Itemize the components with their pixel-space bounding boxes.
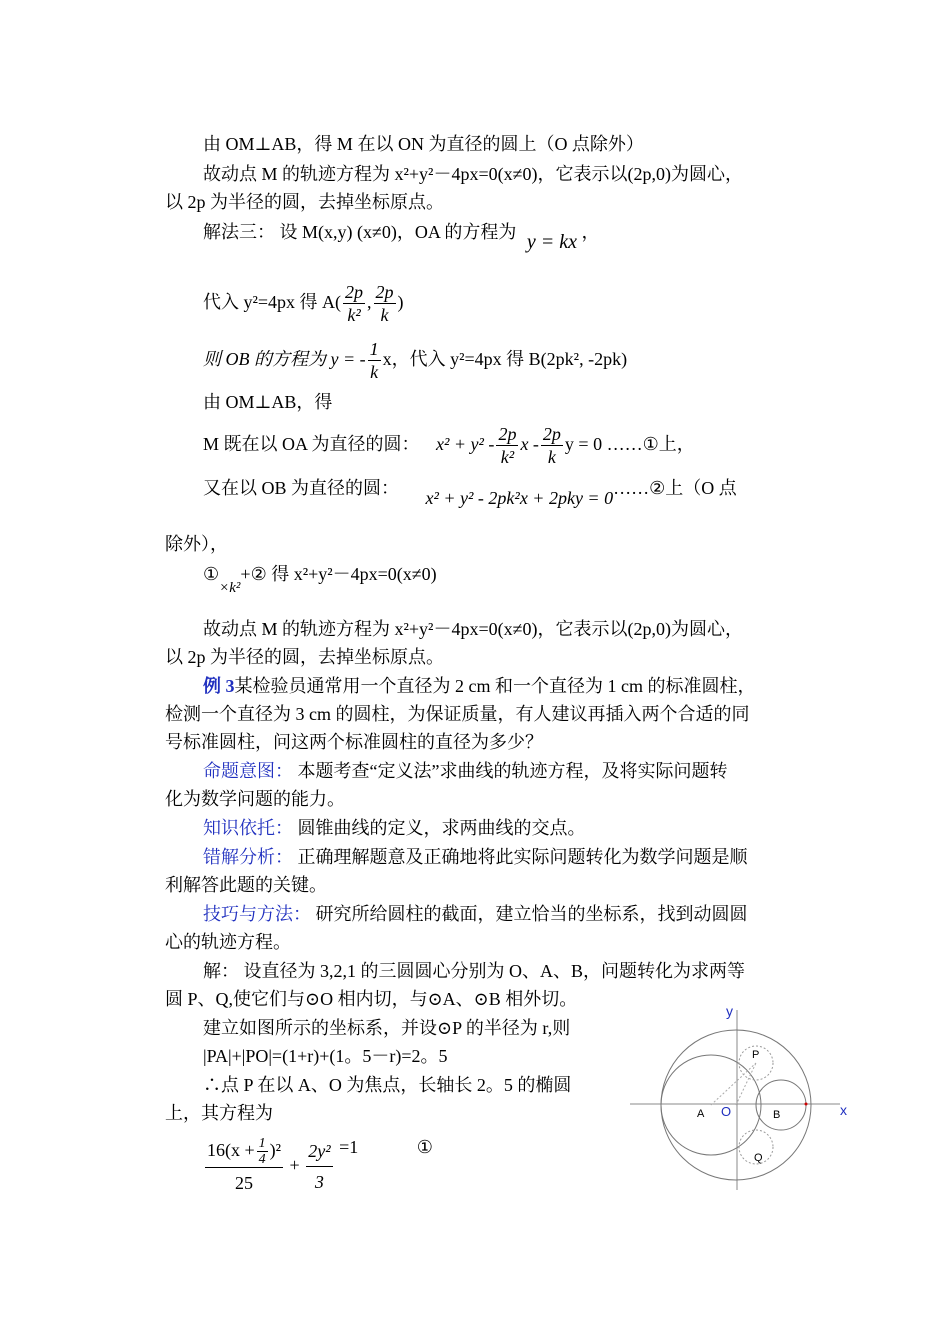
point-o-label: O	[721, 1104, 732, 1119]
solution-line-c: 建立如图所示的坐标系，并设⊙P 的半径为 r,则	[203, 1018, 571, 1038]
ellipse-fraction-1	[205, 1135, 283, 1198]
ellipse-rhs: =1	[339, 1136, 359, 1157]
line-locus-2a: 故动点 M 的轨迹方程为 x²+y²－4px=0(x≠0)，它表示以(2p,0)为圆心，	[203, 619, 743, 639]
ellipse-denominator-1: 25	[235, 1173, 254, 1194]
intent-line-b: 化为数学问题的能力。	[165, 789, 345, 809]
basis-text: 圆锥曲线的定义，求两曲线的交点。	[297, 818, 586, 838]
example-3-line-c: 号标准圆柱，问这两个标准圆柱的直径为多少？	[165, 732, 543, 752]
basis-label: 知识依托：	[203, 818, 293, 838]
circle-ob-text: 又在以 OB 为直径的圆：	[203, 478, 400, 498]
method-three-text: 设 M(x,y) (x≠0)，OA 的方程为	[279, 222, 517, 242]
solution-line-e: ∴点 P 在以 A、O 为焦点，长轴长 2。5 的椭圆	[203, 1075, 572, 1095]
point-p-label: P	[752, 1049, 760, 1061]
fraction-numerator: 2y²	[306, 1136, 332, 1167]
point-a-close: )	[397, 292, 404, 312]
example-3-label: 例 3	[203, 676, 235, 696]
circle-oa-fraction-1	[496, 423, 518, 468]
circle-b	[756, 1080, 806, 1130]
point-a-label: A	[697, 1108, 705, 1120]
oa-equation: y = kx	[526, 231, 578, 253]
circle-ob-tail: ……②上（O 点	[613, 478, 737, 498]
error-text-a: 正确理解题意及正确地将此实际问题转化为数学问题是顺	[297, 847, 748, 867]
line-method-three	[203, 220, 600, 253]
segment-pa	[711, 1063, 756, 1105]
error-line-a	[203, 845, 748, 869]
ob-slope-fraction	[368, 338, 381, 383]
ellipse-plus: +	[289, 1154, 300, 1175]
solution-line-f: 上，其方程为	[165, 1103, 273, 1123]
skill-label: 技巧与方法：	[203, 904, 311, 924]
point-a-x-fraction	[343, 281, 365, 326]
method-three-tail: ，	[581, 222, 600, 242]
ellipse-numerator-1	[205, 1135, 283, 1168]
example-3-line-a	[203, 674, 755, 698]
error-label: 错解分析：	[203, 847, 293, 867]
point-a-y-fraction	[374, 281, 396, 326]
circle-oa-fraction-2	[541, 423, 563, 468]
error-line-b: 利解答此题的关键。	[165, 875, 327, 895]
fraction-denominator: 3	[314, 1172, 324, 1193]
circle-oa-eq-a: x² + y² -	[436, 434, 495, 454]
fraction-denominator: k	[547, 447, 556, 468]
fraction-numerator: 2p	[345, 282, 364, 303]
ellipse-equation	[203, 1135, 433, 1198]
fraction-denominator: k²	[347, 305, 361, 326]
solution-line-d: |PA|+|PO|=(1+r)+(1。5－r)=2。5	[203, 1046, 448, 1066]
ob-equation-mid: x，代入 y²=4px 得 B(2pk², -2pk)	[382, 349, 628, 369]
fraction-numerator: 2p	[375, 282, 394, 303]
line-locus-1b: 以 2p 为半径的圆，去掉坐标原点。	[165, 192, 444, 212]
line-combine	[203, 562, 437, 596]
axis-point	[805, 1103, 808, 1106]
ellipse-mark: ①	[416, 1136, 433, 1157]
combine-multiplier: ×k²	[219, 580, 241, 596]
solution-line-a: 解： 设直径为 3,2,1 的三圆圆心分别为 O、A、B，问题转化为求两等	[203, 961, 746, 981]
fraction-denominator: k	[380, 305, 389, 326]
ob-equation-text: 则 OB 的方程为 y = -	[203, 349, 366, 369]
solution-line-b: 圆 P、Q,使它们与⊙O 相内切，与⊙A、⊙B 相外切。	[165, 989, 578, 1009]
fraction-numerator: 2p	[542, 424, 561, 445]
line-circle-oa	[203, 420, 695, 468]
line-ob-equation	[203, 335, 627, 383]
method-three-label: 解法三：	[203, 222, 275, 242]
example-3-text-a: 某检验员通常用一个直径为 2 cm 和一个直径为 1 cm 的标准圆柱，	[234, 676, 756, 696]
example-3-line-b: 检测一个直径为 3 cm 的圆柱，为保证质量，有人建议再插入两个合适的同	[165, 704, 750, 724]
combine-mark: ①	[203, 564, 220, 584]
point-a-text: 代入 y²=4px 得 A(	[203, 292, 342, 312]
intent-line-a	[203, 759, 727, 783]
line-om-perp-ab: 由 OM⊥AB，得 M 在以 ON 为直径的圆上（O 点除外）	[203, 134, 644, 154]
line-except: 除外），	[165, 534, 228, 554]
circle-oa-eq-b: x -	[520, 434, 539, 454]
skill-text-a: 研究所给圆柱的截面，建立恰当的坐标系，找到动圆圆	[315, 904, 748, 924]
line-locus-2b: 以 2p 为半径的圆，去掉坐标原点。	[165, 647, 444, 667]
ellipse-numerator-tail: )²	[269, 1140, 282, 1160]
line-point-a: 代入 y²=4px 得 A( $\frac{2p}{\text{k²}}$ , $\frac{2p}{k}$ )	[203, 282, 404, 326]
intent-label: 命题意图：	[203, 761, 293, 781]
combine-result: +② 得 x²+y²－4px=0(x≠0)	[240, 564, 437, 584]
skill-line-b: 心的轨迹方程。	[165, 932, 291, 952]
line-locus-1a: 故动点 M 的轨迹方程为 x²+y²－4px=0(x≠0)，它表示以(2p,0)为圆心，	[203, 164, 743, 184]
line-om-perp-ab-2: 由 OM⊥AB，得	[203, 392, 333, 412]
circle-ob-equation: x² + y² - 2pk²x + 2pky = 0	[425, 488, 614, 508]
fraction-numerator: 2p	[498, 424, 517, 445]
fraction-denominator: 4	[258, 1152, 266, 1168]
fraction-numerator: 1	[258, 1136, 266, 1152]
ellipse-fraction-2	[306, 1136, 332, 1197]
x-axis-label: x	[840, 1102, 847, 1118]
circles-figure	[630, 1000, 860, 1200]
basis-line	[203, 816, 586, 840]
skill-line-a	[203, 902, 748, 926]
line-circle-ob	[203, 476, 737, 508]
circle-oa-text: M 既在以 OA 为直径的圆：	[203, 434, 420, 454]
ellipse-numerator-head: 16(x +	[207, 1140, 255, 1160]
intent-text-a: 本题考查“定义法”求曲线的轨迹方程，及将实际问题转	[297, 761, 728, 781]
fraction-numerator: 1	[369, 339, 379, 360]
point-q-label: Q	[754, 1152, 763, 1164]
circle-oa-eq-c: y = 0 ……①上，	[564, 434, 695, 454]
quarter-fraction	[257, 1136, 268, 1167]
point-b-label: B	[773, 1109, 781, 1121]
y-axis-label: y	[726, 1003, 733, 1019]
fraction-denominator: k	[370, 362, 379, 383]
fraction-denominator: k²	[500, 447, 515, 468]
